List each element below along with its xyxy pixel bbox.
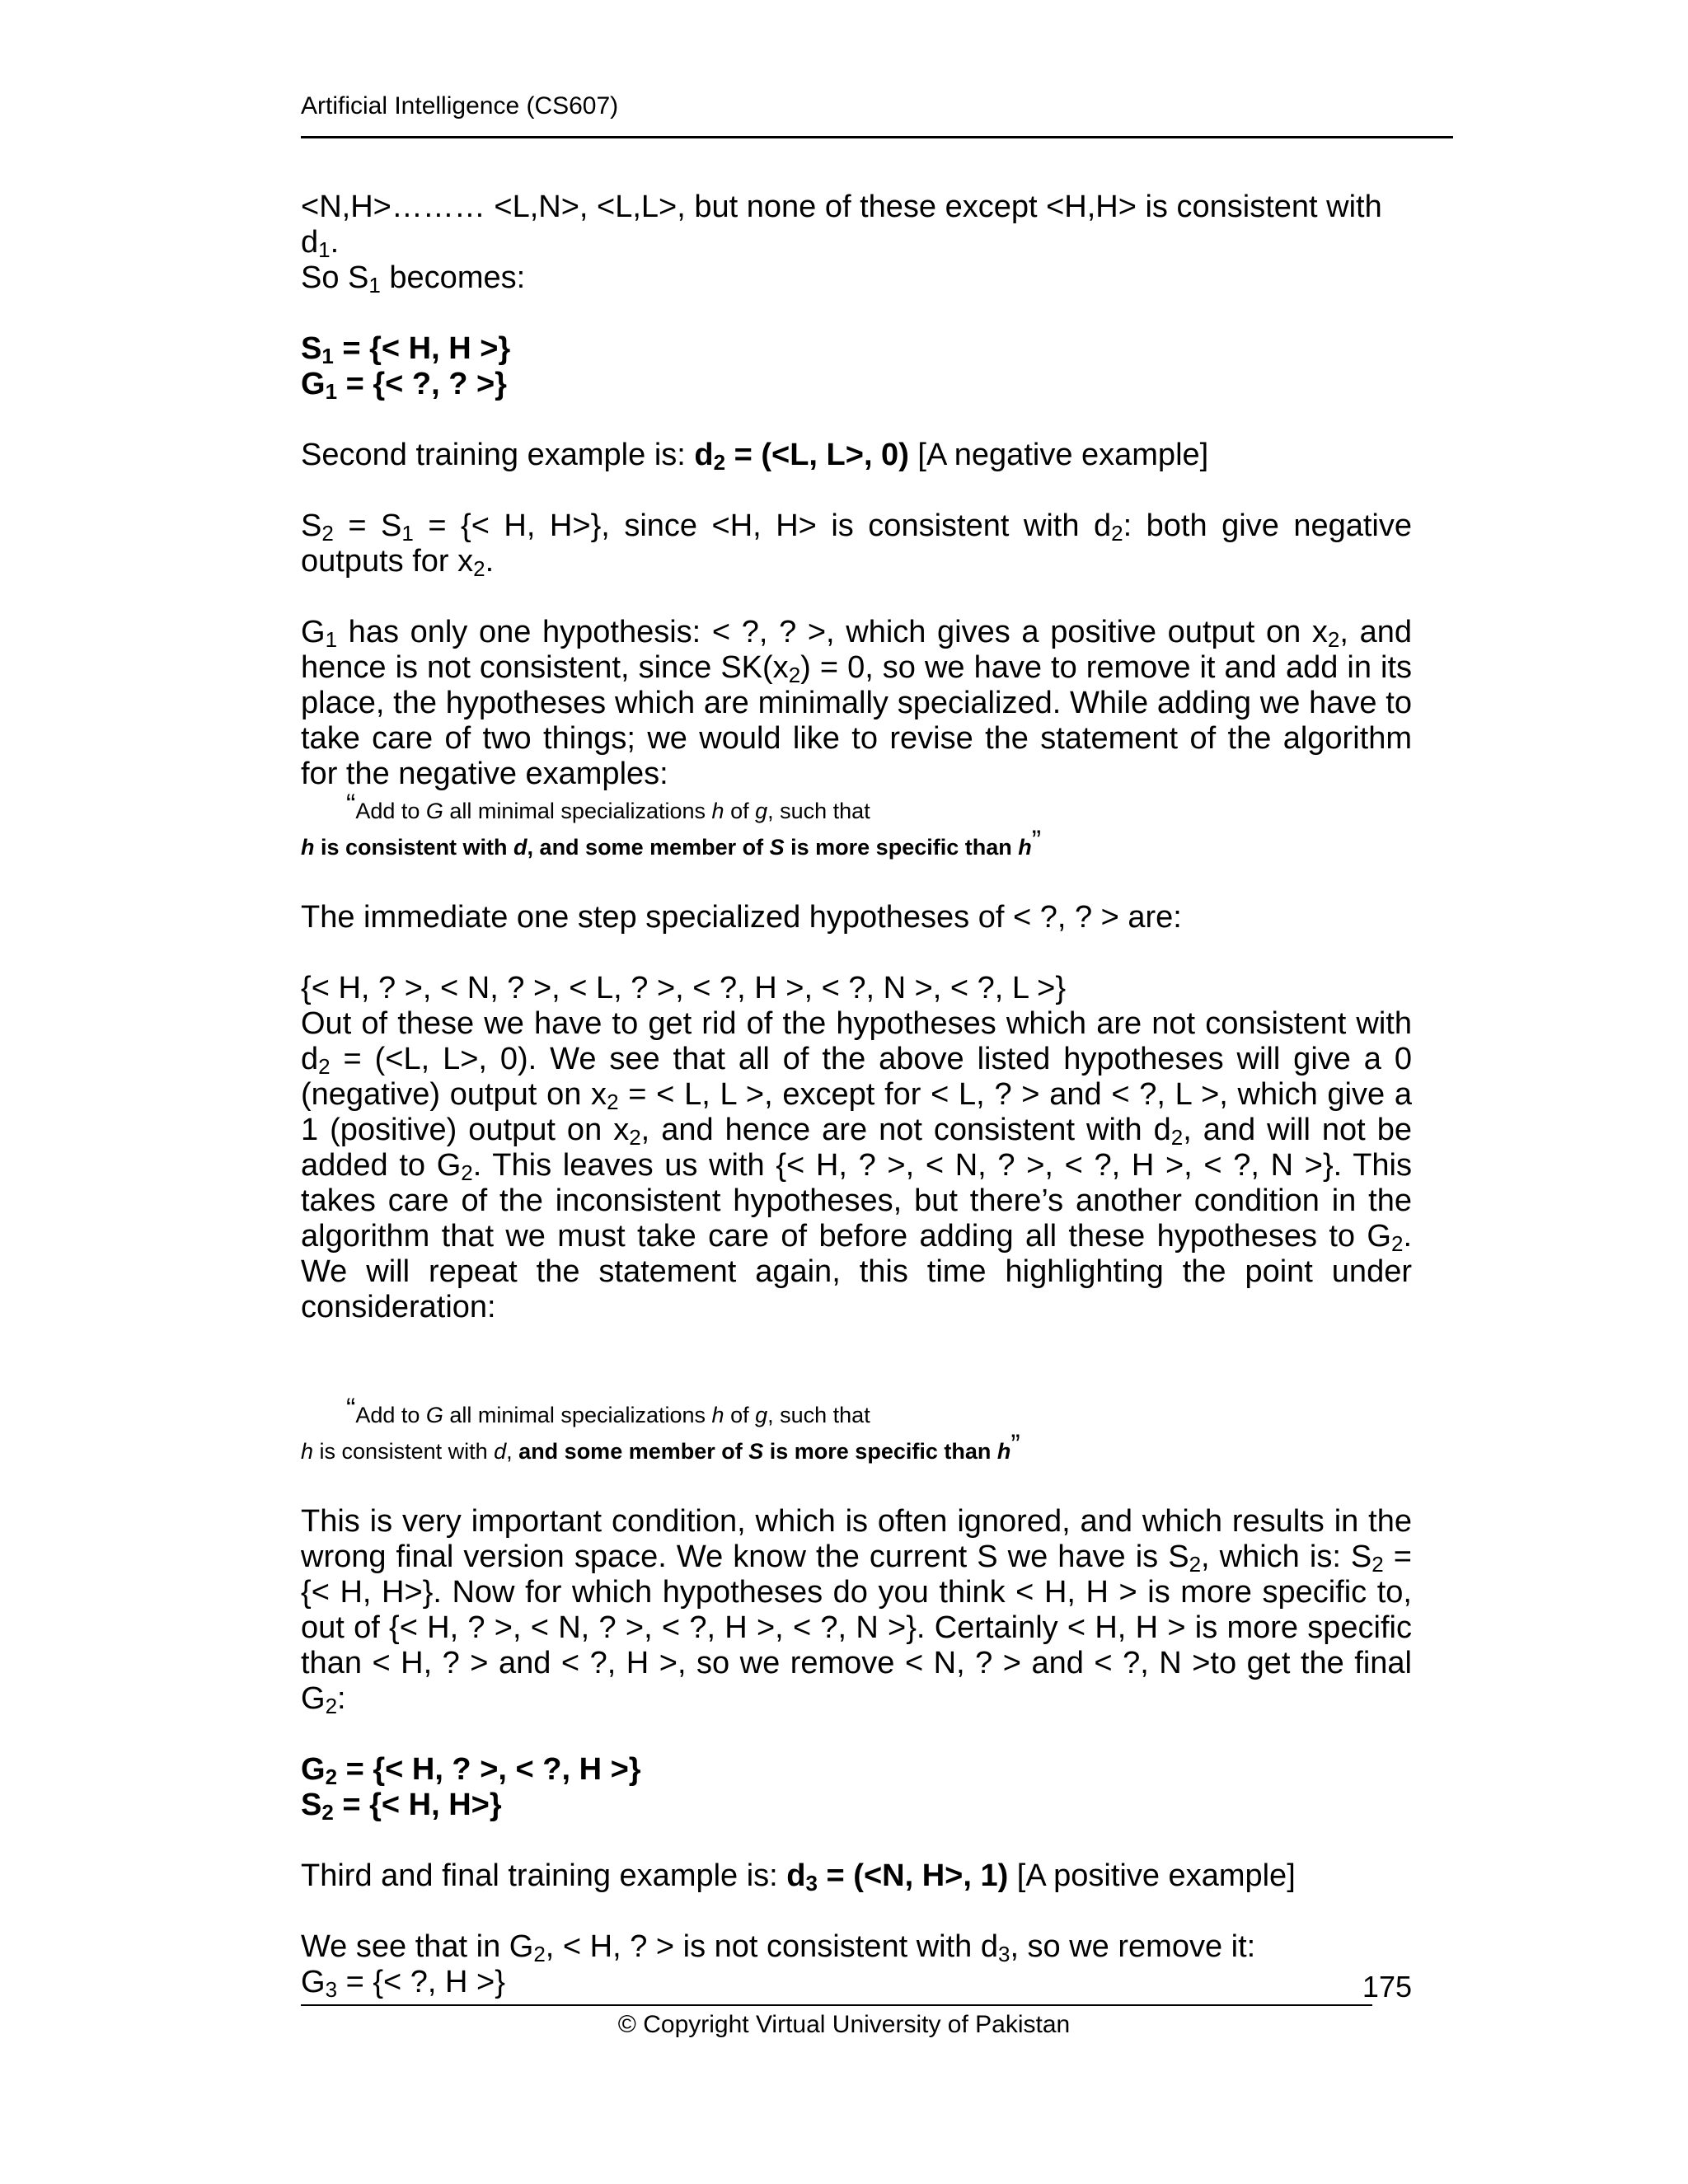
paragraph-s2: $S_2 = S_1$ = {< H, H>}, since <H, H> is consistent with $d_2$: both give negative outputs for $x_2$. — [301, 509, 1412, 581]
copyright-notice: © Copyright Virtual University of Pakistan — [617, 2011, 1071, 2038]
footer-rule — [301, 2004, 1372, 2006]
paragraph-see-that: We see that in $G_2$, < H, ? > is not consistent with $d_3$, so we remove it: — [301, 1929, 1256, 1966]
algorithm-quote-2: “Add to G all minimal specializations h of g, such that h is consistent with d, and some member of S is more specific than h” — [301, 1393, 1020, 1464]
equation-g2: $G_2$ = {< H, ? >, < ?, H >} — [301, 1752, 641, 1789]
paragraph-intro: <N,H>……… <L,N>, <L,L>, but none of these except <H,H> is consistent with $d_1$. So $S_1$ becomes: — [301, 190, 1382, 298]
paragraph-immediate: The immediate one step specialized hypotheses of < ?, ? > are: — [301, 900, 1182, 935]
running-header: Artificial Intelligence (CS607) — [301, 92, 619, 120]
page-number: 175 — [1362, 1970, 1412, 2004]
paragraph-g1: $G_1$ has only one hypothesis: < ?, ? >, which gives a positive output on $x_2$, and hence is not consistent, since $SK(x_2) = 0$, so we have to remove it and add in its place, the hypotheses which are minimally specialized. While adding we have to take care of two things; we would like to revise the statement of the algorithm for the negative examples: — [301, 615, 1413, 791]
paragraph-out-of-these: Out of these we have to get rid of the hypotheses which are not consistent with $d_2 = (<L$, L>, 0). We see that all of the above listed hypotheses will give a 0 (negative) output on $x_2$ = < L, L >, except for < L, ? > and < ?, L >, which give a 1 (positive) output on $x_2$, and hence are not consistent with $d_2$, and will not be added to $G_2$. This leaves us with {< H, ? >, < N, ? >, < ?, H >, < ?, N >}. This takes care of the inconsistent hypotheses, but there’s another condition in the algorithm that we must take care of before adding all these hypotheses to $G_2$. We will repeat the statement again, this time highlighting the point under consideration: — [301, 1006, 1413, 1324]
paragraph-condition: This is very important condition, which is often ignored, and which results in the wrong final version space. We know the current S we have is $S_2$, which is: $S_2$ = {< H, H>}. Now for which hypotheses do you think < H, H > is more specific to, out of {< H, ? >, < N, ? >, < ?, H >, < ?, N >}. Certainly < H, H > is more specific than < H, ? > and < ?, H >, so we remove < N, ? > and < ?, N >to get the final $G_2$: — [301, 1504, 1412, 1718]
paragraph-third-example: Third and final training example is: $d_3 = (<N$, H>, 1) [A positive example] — [301, 1858, 1296, 1896]
hypothesis-list: {< H, ? >, < N, ? >, < L, ? >, < ?, H >, < ?, N >, < ?, L >} — [301, 971, 1067, 1005]
header-rule — [301, 136, 1453, 138]
algorithm-quote-1: “Add to G all minimal specializations h of g, such that h is consistent with d, and some member of S is more specific than h” — [301, 789, 1042, 860]
equation-g3: $G_3$ = {< ?, H >} — [301, 1965, 505, 2002]
page-body — [301, 190, 1412, 2000]
equation-s2: $S_2$ = {< H, H>} — [301, 1788, 502, 1825]
paragraph-second-example: Second training example is: $d_2 = (<L$, L>, 0) [A negative example] — [301, 438, 1209, 475]
equation-g1: $G_1$ = {< ?, ? >} — [301, 367, 507, 404]
equation-s1: $S_1$ = {< H, H >} — [301, 331, 511, 368]
